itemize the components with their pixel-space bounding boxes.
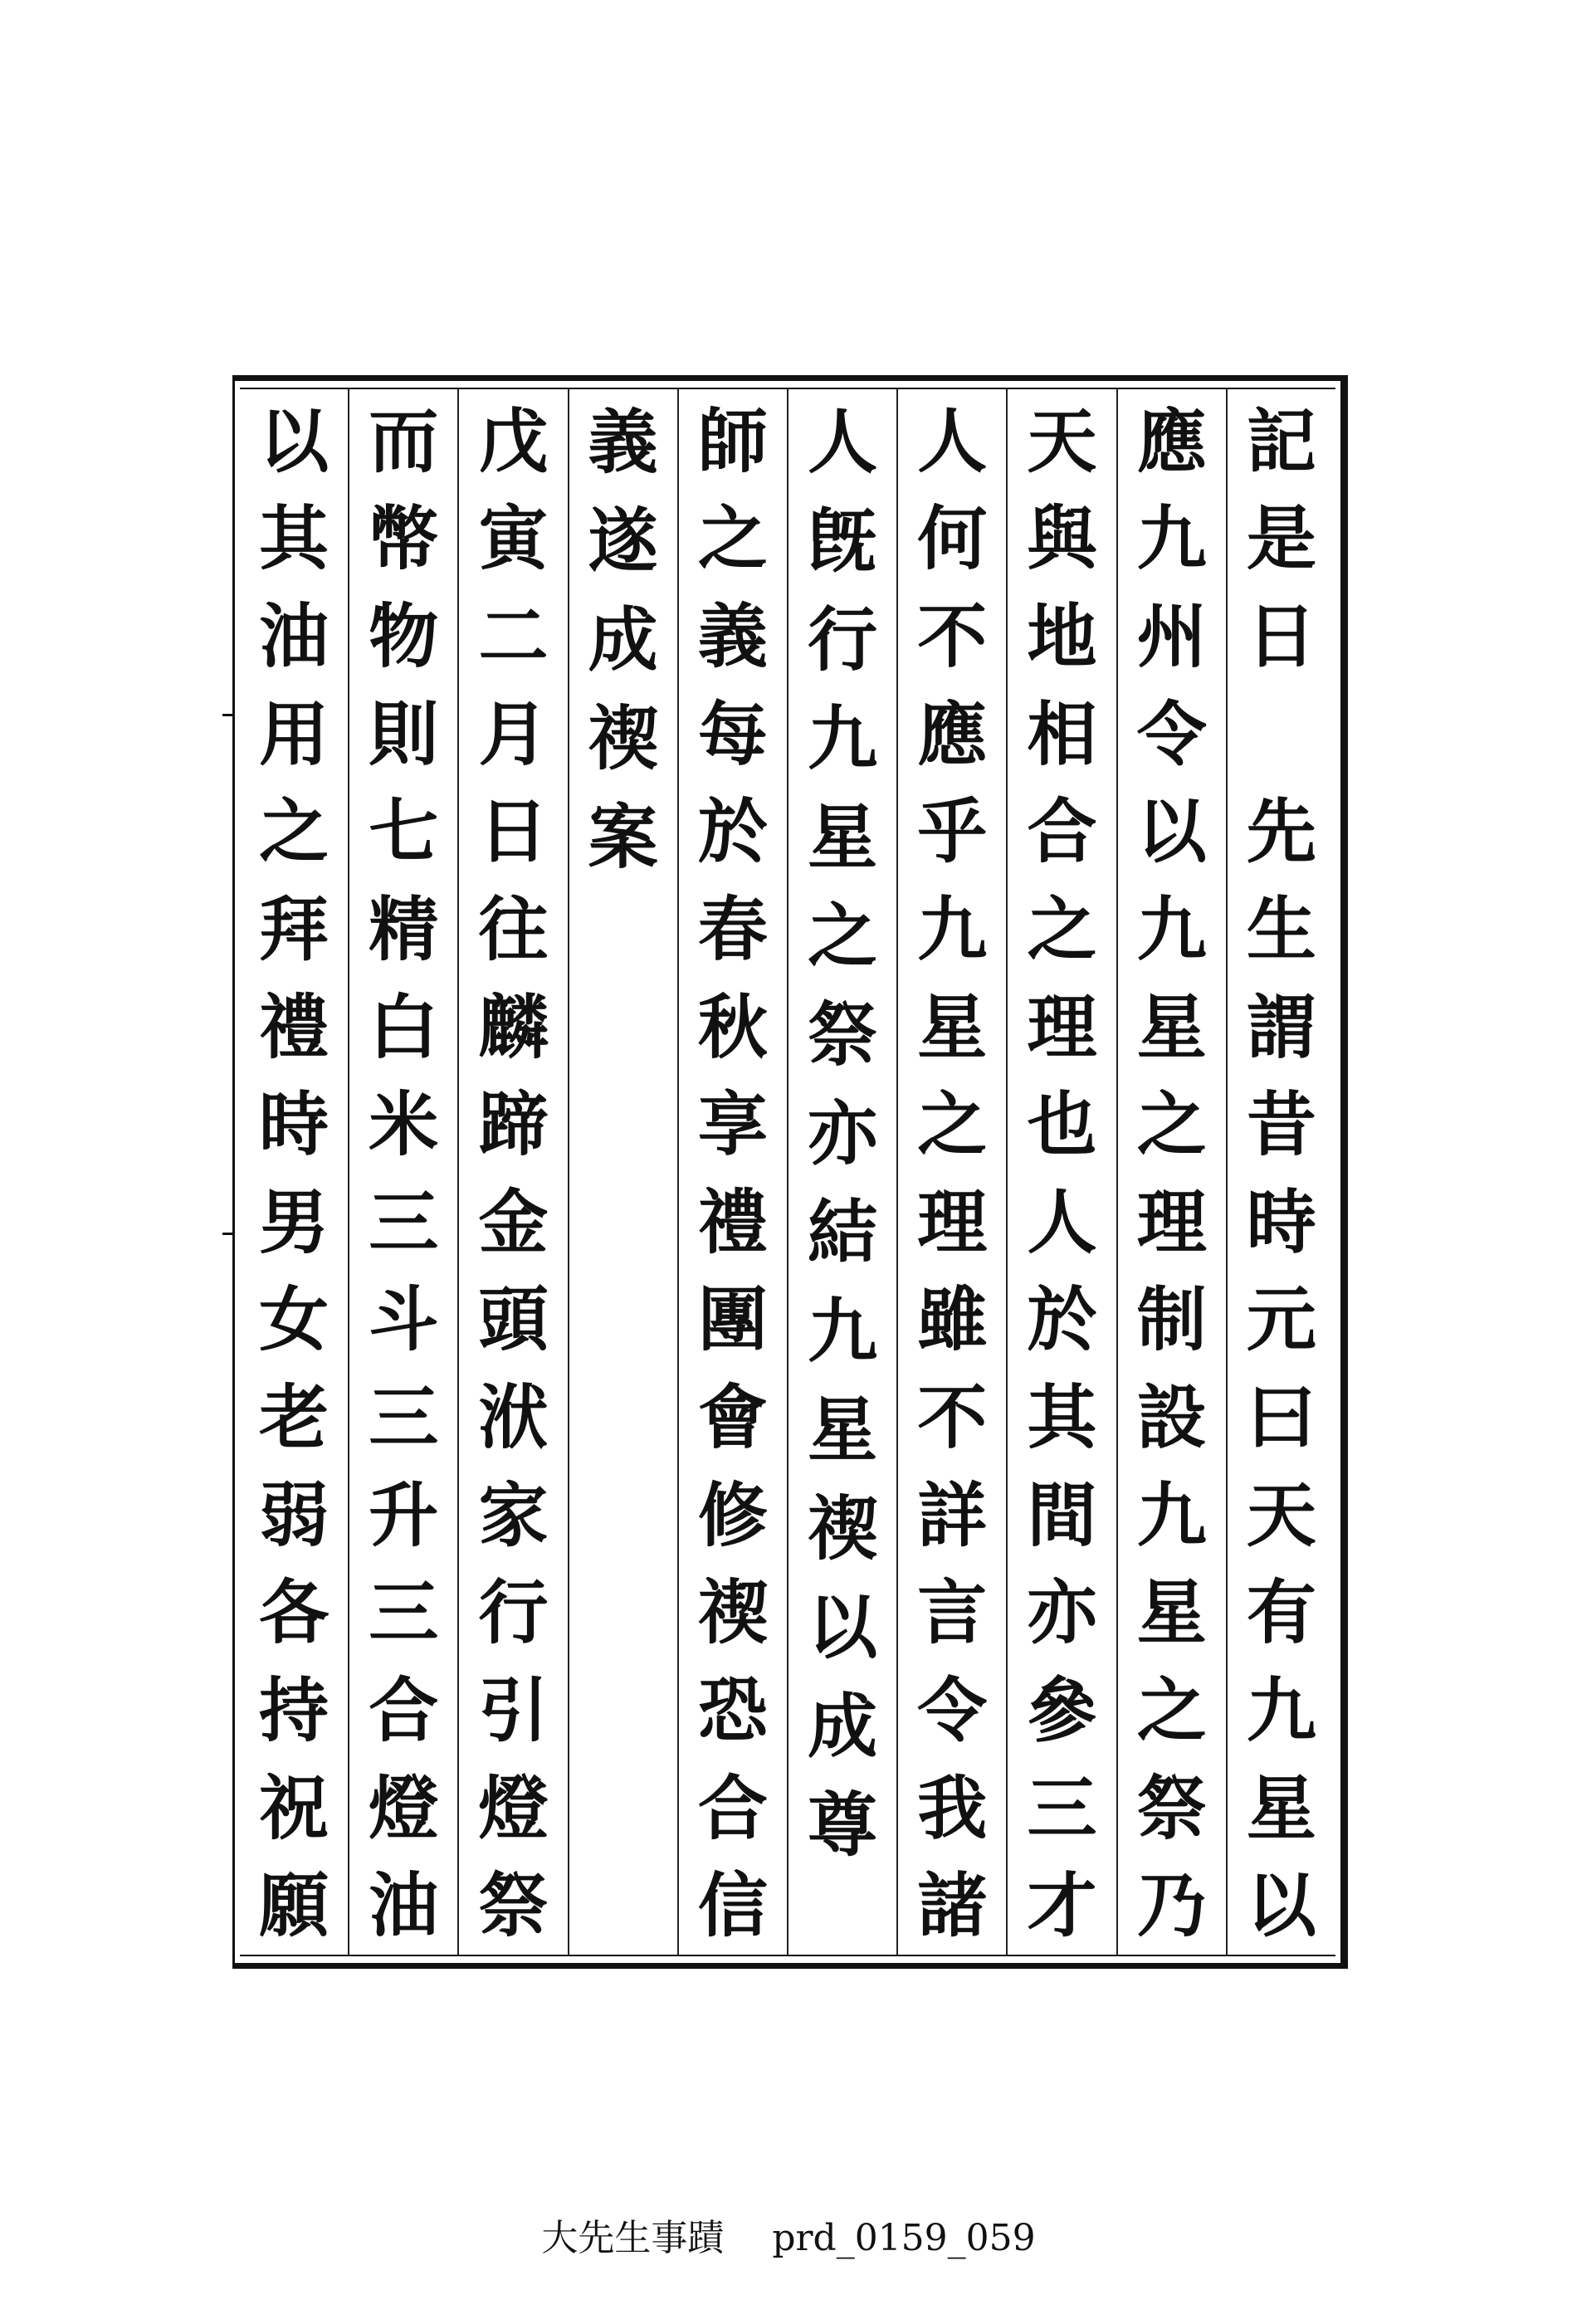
character: 九 xyxy=(1136,887,1207,970)
character: 九 xyxy=(917,887,988,970)
character: 油 xyxy=(259,595,330,678)
character: 義 xyxy=(697,595,768,678)
character: 人 xyxy=(808,400,878,483)
character: 白 xyxy=(369,985,439,1068)
character: 其 xyxy=(1027,1376,1097,1459)
character: 拜 xyxy=(259,887,330,970)
text-column xyxy=(787,389,896,1955)
character: 家 xyxy=(478,1473,549,1556)
character: 九 xyxy=(1136,1473,1207,1556)
character: 燈 xyxy=(369,1766,439,1849)
character: 以 xyxy=(259,399,330,482)
character: 三 xyxy=(369,1571,439,1654)
character: 升 xyxy=(369,1473,439,1556)
character: 旣 xyxy=(808,499,878,582)
character: 天 xyxy=(1027,399,1097,482)
character: 金 xyxy=(478,1180,549,1263)
character: 麟 xyxy=(478,985,549,1068)
character: 星 xyxy=(1246,1766,1316,1849)
character: 乃 xyxy=(1136,1864,1207,1947)
character: 理 xyxy=(1136,1180,1207,1263)
character: 行 xyxy=(478,1571,549,1654)
character: 而 xyxy=(369,399,439,482)
character: 燈 xyxy=(478,1766,549,1849)
caption-code: prd_0159_059 xyxy=(772,2217,1036,2259)
character: 我 xyxy=(917,1766,988,1849)
text-column xyxy=(240,389,348,1955)
character: 春 xyxy=(697,887,768,970)
character: 男 xyxy=(259,1180,330,1263)
character: 何 xyxy=(917,497,988,580)
character: 星 xyxy=(808,1388,878,1471)
character: 時 xyxy=(1246,1180,1316,1263)
text-column xyxy=(677,389,787,1955)
character: 則 xyxy=(369,692,439,775)
character: 祭 xyxy=(1136,1766,1207,1849)
character: 各 xyxy=(259,1571,330,1654)
character: 之 xyxy=(1136,1083,1207,1166)
character: 乎 xyxy=(917,790,988,873)
character: 恐 xyxy=(697,1668,768,1751)
character: 相 xyxy=(1027,692,1097,775)
character: 禊 xyxy=(697,1571,768,1654)
character xyxy=(1228,686,1335,784)
character: 油 xyxy=(369,1864,439,1947)
character: 記 xyxy=(1246,399,1316,482)
margin-tick xyxy=(222,1233,234,1235)
text-column xyxy=(1116,389,1226,1955)
character: 人 xyxy=(917,399,988,482)
character: 不 xyxy=(917,595,988,678)
character: 人 xyxy=(1027,1180,1097,1263)
character: 寅 xyxy=(478,497,549,580)
text-column xyxy=(348,389,457,1955)
character: 之 xyxy=(917,1083,988,1166)
character: 以 xyxy=(1246,1864,1316,1947)
character: 遂 xyxy=(588,499,658,582)
character: 結 xyxy=(808,1190,878,1273)
character: 生 xyxy=(1246,887,1316,970)
character: 其 xyxy=(259,497,330,580)
character: 往 xyxy=(478,887,549,970)
character: 戊 xyxy=(478,399,549,482)
character: 七 xyxy=(369,790,439,873)
character: 星 xyxy=(1136,1571,1207,1654)
character: 行 xyxy=(808,598,878,681)
character: 三 xyxy=(369,1376,439,1459)
character: 幣 xyxy=(369,497,439,580)
character: 祭 xyxy=(478,1864,549,1947)
character: 州 xyxy=(1136,595,1207,678)
character: 蹄 xyxy=(478,1083,549,1166)
character: 用 xyxy=(259,692,330,775)
character: 三 xyxy=(1027,1766,1097,1849)
character: 義 xyxy=(588,400,658,483)
character: 秋 xyxy=(697,985,768,1068)
character: 弱 xyxy=(259,1473,330,1556)
character: 雖 xyxy=(917,1278,988,1361)
text-column xyxy=(1006,389,1116,1955)
character: 會 xyxy=(697,1376,768,1459)
text-column xyxy=(896,389,1006,1955)
character: 禮 xyxy=(259,985,330,1068)
character: 二 xyxy=(478,595,549,678)
character: 成 xyxy=(588,598,658,681)
character: 與 xyxy=(1027,497,1097,580)
character: 應 xyxy=(1136,399,1207,482)
character: 星 xyxy=(808,795,878,878)
character: 星 xyxy=(1136,985,1207,1068)
character: 昔 xyxy=(1246,1083,1316,1166)
character: 祝 xyxy=(259,1766,330,1849)
character: 有 xyxy=(1246,1571,1316,1654)
text-column xyxy=(457,389,567,1955)
character: 合 xyxy=(369,1668,439,1751)
character: 洑 xyxy=(478,1376,549,1459)
character: 享 xyxy=(697,1083,768,1166)
text-columns xyxy=(240,389,1335,1955)
character: 九 xyxy=(808,1289,878,1372)
character: 九 xyxy=(1246,1668,1316,1751)
character: 元 xyxy=(1246,1278,1316,1361)
character: 參 xyxy=(1027,1668,1097,1751)
character: 星 xyxy=(917,985,988,1068)
character: 設 xyxy=(1136,1376,1207,1459)
character: 亦 xyxy=(1027,1571,1097,1654)
character: 亦 xyxy=(808,1091,878,1174)
character: 令 xyxy=(1136,692,1207,775)
character: 謂 xyxy=(1246,985,1316,1068)
text-frame-inner xyxy=(240,388,1335,1956)
character: 理 xyxy=(917,1180,988,1263)
character: 天 xyxy=(1246,1473,1316,1556)
character: 九 xyxy=(1136,497,1207,580)
character: 令 xyxy=(917,1668,988,1751)
character: 精 xyxy=(369,887,439,970)
character: 於 xyxy=(1027,1278,1097,1361)
character: 願 xyxy=(259,1864,330,1947)
character: 團 xyxy=(697,1278,768,1361)
character: 祭 xyxy=(808,993,878,1076)
text-column xyxy=(568,389,677,1955)
character: 持 xyxy=(259,1668,330,1751)
character: 之 xyxy=(1136,1668,1207,1751)
character: 之 xyxy=(697,497,768,580)
character: 月 xyxy=(478,692,549,775)
character: 禮 xyxy=(697,1180,768,1263)
character: 修 xyxy=(697,1473,768,1556)
character: 三 xyxy=(369,1180,439,1263)
character: 合 xyxy=(697,1766,768,1849)
character: 是 xyxy=(1246,497,1316,580)
text-frame xyxy=(232,375,1348,1969)
character: 日 xyxy=(478,790,549,873)
character: 才 xyxy=(1027,1864,1097,1947)
character: 制 xyxy=(1136,1278,1207,1361)
character: 案 xyxy=(588,795,658,878)
character: 尊 xyxy=(808,1783,878,1866)
character: 米 xyxy=(369,1083,439,1166)
character: 之 xyxy=(808,894,878,977)
character: 理 xyxy=(1027,985,1097,1068)
character: 諸 xyxy=(917,1864,988,1947)
character: 物 xyxy=(369,595,439,678)
character: 以 xyxy=(808,1585,878,1668)
character: 老 xyxy=(259,1376,330,1459)
character: 不 xyxy=(917,1376,988,1459)
page-caption xyxy=(0,2208,1577,2261)
character: 斗 xyxy=(369,1278,439,1361)
character: 禊 xyxy=(588,696,658,779)
character: 應 xyxy=(917,692,988,775)
character: 地 xyxy=(1027,595,1097,678)
margin-tick xyxy=(222,714,234,716)
character: 引 xyxy=(478,1668,549,1751)
character: 九 xyxy=(808,696,878,779)
character: 時 xyxy=(259,1083,330,1166)
character: 也 xyxy=(1027,1083,1097,1166)
character: 師 xyxy=(697,399,768,482)
character: 每 xyxy=(697,692,768,775)
character: 以 xyxy=(1136,790,1207,873)
character: 言 xyxy=(917,1571,988,1654)
character: 頭 xyxy=(478,1278,549,1361)
character: 詳 xyxy=(917,1473,988,1556)
character: 合 xyxy=(1027,790,1097,873)
character: 女 xyxy=(259,1278,330,1361)
character: 禊 xyxy=(808,1487,878,1570)
character: 間 xyxy=(1027,1473,1097,1556)
character: 曰 xyxy=(1246,1376,1316,1459)
character: 先 xyxy=(1246,790,1316,873)
character: 信 xyxy=(697,1864,768,1947)
character: 於 xyxy=(697,790,768,873)
character: 日 xyxy=(1246,595,1316,678)
character: 之 xyxy=(1027,887,1097,970)
character: 之 xyxy=(259,790,330,873)
text-column xyxy=(1226,389,1335,1955)
character: 成 xyxy=(808,1684,878,1767)
caption-title: 大先生事蹟 xyxy=(541,2217,725,2259)
